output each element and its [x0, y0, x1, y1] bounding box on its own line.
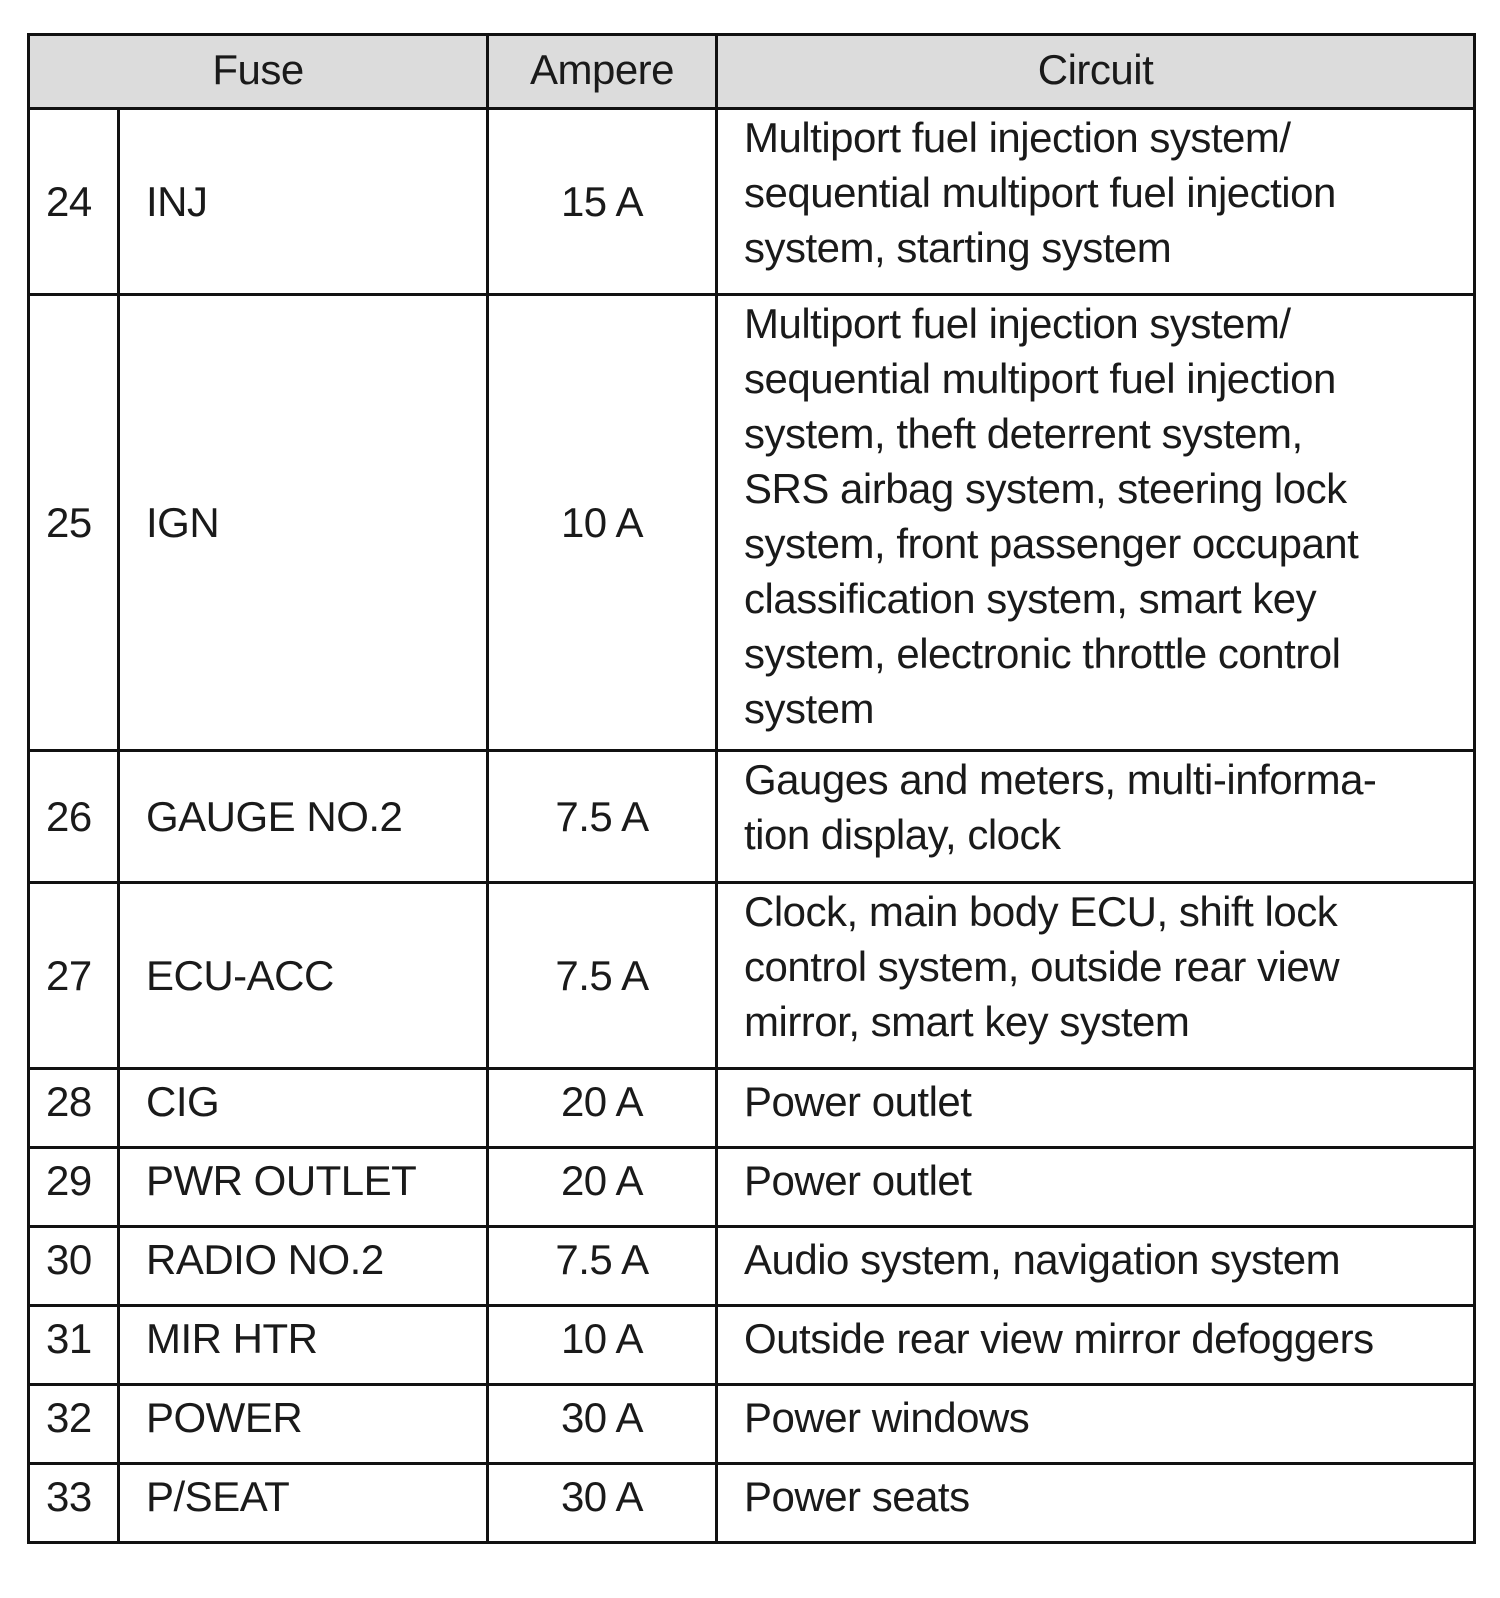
fuse-number: 33	[29, 1464, 119, 1543]
fuse-name: IGN	[119, 295, 488, 751]
fuse-number: 27	[29, 883, 119, 1069]
circuit-description	[717, 1385, 1475, 1464]
circuit-description	[717, 1148, 1475, 1227]
ampere-value: 7.5 A	[488, 751, 717, 883]
circuit-line: SRS airbag system, steering lock	[744, 465, 1347, 512]
table-row	[29, 1069, 1475, 1148]
circuit-line: system	[744, 685, 875, 732]
table-row	[29, 1148, 1475, 1227]
circuit-description	[717, 109, 1475, 295]
circuit-line: Power outlet	[744, 1157, 972, 1204]
header-row	[29, 35, 1475, 109]
circuit-line: Power seats	[744, 1473, 970, 1520]
table-header	[29, 35, 1475, 109]
circuit-description	[717, 751, 1475, 883]
fuse-number: 24	[29, 109, 119, 295]
fuse-number: 28	[29, 1069, 119, 1148]
circuit-line: Power outlet	[744, 1078, 972, 1125]
ampere-value: 20 A	[488, 1148, 717, 1227]
table-row	[29, 1385, 1475, 1464]
circuit-line: Clock, main body ECU, shift lock	[744, 888, 1338, 935]
fuse-name: PWR OUTLET	[119, 1148, 488, 1227]
table-row	[29, 1464, 1475, 1543]
circuit-description	[717, 1306, 1475, 1385]
circuit-line: system, starting system	[744, 224, 1172, 271]
table-row	[29, 751, 1475, 883]
circuit-line: Outside rear view mirror defoggers	[744, 1315, 1374, 1362]
fuse-name: RADIO NO.2	[119, 1227, 488, 1306]
ampere-value: 7.5 A	[488, 1227, 717, 1306]
fuse-number: 32	[29, 1385, 119, 1464]
circuit-line: Gauges and meters, multi-informa-	[744, 756, 1377, 803]
table-body	[29, 109, 1475, 1543]
circuit-description	[717, 883, 1475, 1069]
circuit-line: control system, outside rear view	[744, 943, 1340, 990]
circuit-line: system, electronic throttle control	[744, 630, 1341, 677]
header-fuse: Fuse	[29, 35, 488, 109]
fuse-number: 30	[29, 1227, 119, 1306]
ampere-value: 15 A	[488, 109, 717, 295]
fuse-name: MIR HTR	[119, 1306, 488, 1385]
fuse-name: INJ	[119, 109, 488, 295]
header-ampere: Ampere	[488, 35, 717, 109]
fuse-number: 26	[29, 751, 119, 883]
circuit-description	[717, 295, 1475, 751]
circuit-line: sequential multiport fuel injection	[744, 169, 1336, 216]
fuse-number: 31	[29, 1306, 119, 1385]
circuit-line: Multiport fuel injection system/	[744, 114, 1291, 161]
fuse-table	[27, 33, 1476, 1544]
ampere-value: 20 A	[488, 1069, 717, 1148]
table-row	[29, 295, 1475, 751]
fuse-name: ECU-ACC	[119, 883, 488, 1069]
circuit-description	[717, 1069, 1475, 1148]
fuse-number: 29	[29, 1148, 119, 1227]
header-circuit: Circuit	[717, 35, 1475, 109]
ampere-value: 7.5 A	[488, 883, 717, 1069]
circuit-description	[717, 1464, 1475, 1543]
circuit-description	[717, 1227, 1475, 1306]
ampere-value: 30 A	[488, 1464, 717, 1543]
circuit-line: classification system, smart key	[744, 575, 1317, 622]
fuse-number: 25	[29, 295, 119, 751]
fuse-name: P/SEAT	[119, 1464, 488, 1543]
fuse-name: POWER	[119, 1385, 488, 1464]
circuit-line: system, front passenger occupant	[744, 520, 1359, 567]
table-row	[29, 109, 1475, 295]
ampere-value: 10 A	[488, 295, 717, 751]
ampere-value: 30 A	[488, 1385, 717, 1464]
table-row	[29, 1227, 1475, 1306]
ampere-value: 10 A	[488, 1306, 717, 1385]
table-row	[29, 1306, 1475, 1385]
fuse-name: CIG	[119, 1069, 488, 1148]
circuit-line: mirror, smart key system	[744, 998, 1190, 1045]
circuit-line: Audio system, navigation system	[744, 1236, 1341, 1283]
fuse-name: GAUGE NO.2	[119, 751, 488, 883]
circuit-line: Power windows	[744, 1394, 1030, 1441]
circuit-line: system, theft deterrent system,	[744, 410, 1303, 457]
table-row	[29, 883, 1475, 1069]
circuit-line: tion display, clock	[744, 811, 1061, 858]
circuit-line: Multiport fuel injection system/	[744, 300, 1291, 347]
circuit-line: sequential multiport fuel injection	[744, 355, 1336, 402]
